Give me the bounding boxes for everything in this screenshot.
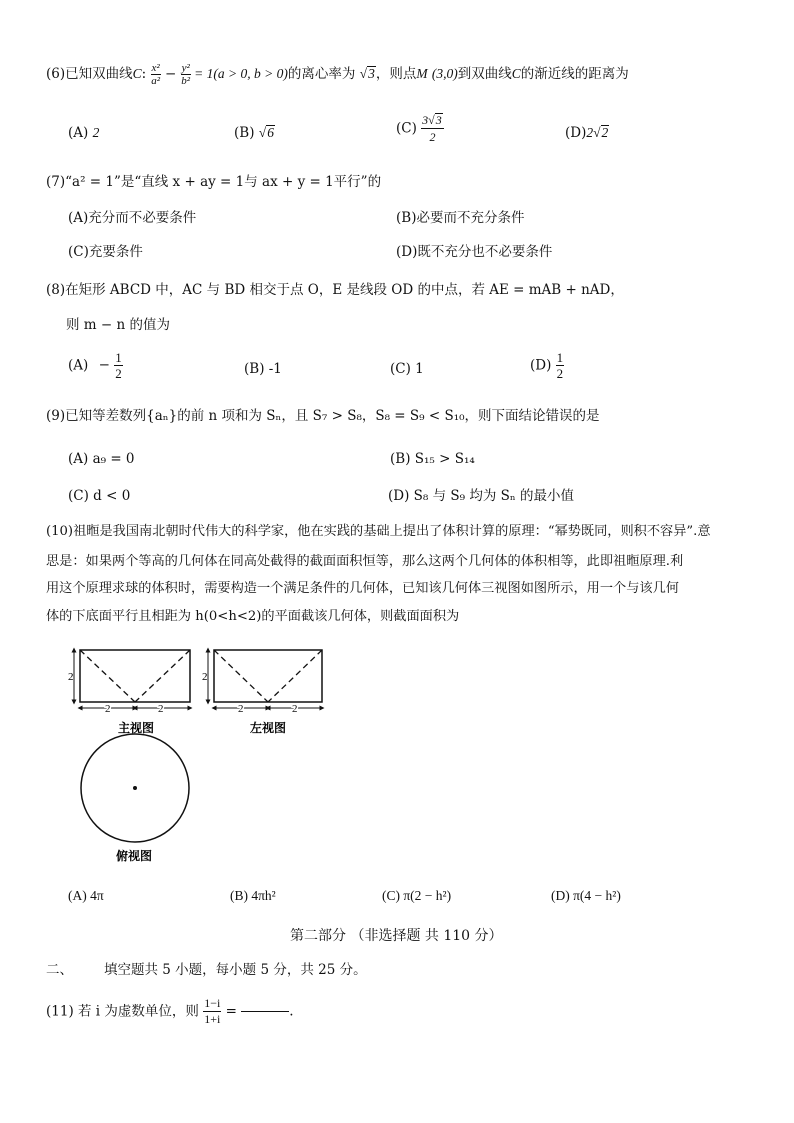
q10-stem-line3: 用这个原理求球的体积时，需要构造一个满足条件的几何体，已知该几何体三视图如图所示，用一个与该几何 — [46, 581, 679, 596]
q6-frac-y-num: y² — [181, 62, 190, 74]
q6-frac-y-den: b² — [181, 75, 191, 87]
q6-text-a: 已知双曲线 — [65, 66, 133, 82]
q6-option-a-value: 2 — [92, 125, 100, 140]
q10-stem-line4: 体的下底面平行且相距为 h(0<h<2)的平面截该几何体，则截面面积为 — [46, 609, 460, 624]
q8-option-a — [68, 350, 123, 381]
q6-text-c: ，则点 — [375, 66, 417, 82]
q9-option-a: (A) a₉ = 0 — [68, 451, 135, 467]
side-view-rectangle — [214, 650, 322, 702]
q8-option-a-label: (A) — [68, 357, 89, 374]
q6-point-M: M — [416, 66, 428, 81]
q6-option-a-label: (A) — [68, 125, 89, 141]
q8-option-a-frac — [114, 350, 123, 381]
q6-option-c-den: 2 — [429, 130, 436, 144]
q6-option-c-num: 3 — [422, 113, 429, 127]
q6-equation: = 1(a > 0, b > 0) — [190, 66, 288, 81]
q6-option-c — [396, 112, 444, 145]
q7-option-b: (B)必要而不充分条件 — [396, 210, 525, 226]
q11-answer-blank[interactable] — [241, 1011, 289, 1012]
q6-point-M-coord: (3,0) — [431, 66, 458, 81]
q6-option-c-frac: $\frac{3√3}{2}$ — [422, 113, 442, 144]
q11-text: (11) 若 i 为虚数单位，则 — [46, 1003, 199, 1020]
q10-option-a: (A) 4π — [68, 888, 104, 903]
q6-option-d-label: (D) — [565, 125, 587, 141]
q8-option-d-label: (D) — [530, 357, 552, 374]
q6-frac-x-den: a² — [151, 75, 160, 87]
q6-var-C2: C — [511, 66, 521, 81]
side-view — [202, 650, 322, 735]
q6-text-e: 的渐近线的距离为 — [520, 66, 629, 82]
q6-option-d: (D)2√2 — [565, 125, 609, 141]
q6-option-a — [68, 125, 99, 141]
q6-option-b-label: (B) — [234, 125, 255, 141]
top-view-center-dot — [133, 786, 137, 790]
q6-option-c-root: 3 — [435, 113, 442, 127]
q7-option-a: (A)充分而不必要条件 — [68, 210, 197, 226]
side-view-dashed-left — [214, 650, 268, 702]
q11-fraction-den: 1+i — [204, 1012, 221, 1026]
front-view — [68, 650, 190, 735]
q7-stem: (7)“a² = 1”是“直线 x + ay = 1与 ax + y = 1平行”的 — [46, 174, 382, 190]
q10-option-d: (D) π(4 − h²) — [551, 888, 621, 903]
section-number: 二、 — [46, 962, 73, 978]
q7-option-c: (C)充要条件 — [68, 244, 143, 260]
q6-option-b-value: 6 — [267, 125, 274, 140]
front-view-dashed-right — [135, 650, 190, 702]
q11-fraction — [203, 996, 221, 1027]
q6-option-d-pre: 2 — [586, 125, 594, 140]
q9-option-c: (C) d < 0 — [68, 488, 131, 504]
q8-option-d-frac — [556, 350, 565, 381]
q8-stem: (8)在矩形 ABCD 中，AC 与 BD 相交于点 O，E 是线段 OD 的中点，若 AE = mAB + nAD， — [46, 282, 624, 298]
q8-option-a-sign: − — [98, 357, 110, 374]
q8-option-b: (B) -1 — [244, 361, 282, 377]
q6-stem: (6)已知双曲线C: $\frac{\text{x²}}{\text{a²}}$ − $\frac{\text{y²}}{\text{b²}}$ = 1(a > 0, b > 0)的离心率为 √3，则点M (3,0)到双曲线C的渐近线的距离为 — [46, 62, 629, 87]
side-view-dashed-right — [268, 650, 322, 702]
q10-option-c: (C) π(2 − h²) — [382, 888, 452, 903]
top-view — [81, 734, 189, 863]
q8-option-d — [530, 350, 564, 381]
front-view-width-label-right: 2 — [158, 703, 164, 715]
front-view-width-label-left: 2 — [105, 703, 111, 715]
q6-option-c-label: (C) — [396, 120, 417, 137]
q10-option-b: (B) 4πh² — [230, 888, 276, 903]
q8-option-a-num: 1 — [115, 350, 122, 365]
q6-text-b: 的离心率为 — [287, 66, 356, 82]
three-view-figure — [66, 640, 336, 870]
front-view-dashed-left — [80, 650, 135, 702]
q10-stem-line2: 思是：如果两个等高的几何体在同高处截得的截面面积恒等，那么这两个几何体的体积相等，此即祖暅原理.利 — [46, 554, 684, 569]
q11-period: . — [289, 1003, 294, 1020]
q6-option-d-root: 2 — [601, 125, 609, 140]
q10-stem-line1: (10)祖暅是我国南北朝时代伟大的科学家，他在实践的基础上提出了体积计算的原理：“幂势既同，则积不容异”.意 — [46, 524, 711, 539]
side-view-width-label-left: 2 — [238, 703, 244, 715]
q11-stem — [46, 996, 294, 1027]
q11-fraction-num: 1−i — [204, 996, 221, 1010]
section-instructions: 填空题共 5 小题，每小题 5 分，共 25 分。 — [104, 962, 367, 978]
front-view-label: 主视图 — [118, 721, 155, 735]
side-view-label: 左视图 — [250, 721, 287, 735]
q6-colon: : — [141, 66, 147, 82]
side-view-height-label: 2 — [202, 671, 208, 683]
q9-stem: (9)已知等差数列{aₙ}的前 n 项和为 Sₙ，且 S₇ > S₈，S₈ = S₉ < S₁₀，则下面结论错误的是 — [46, 408, 600, 424]
q9-option-b: (B) S₁₅ > S₁₄ — [390, 451, 475, 467]
q6-text-d: 到双曲线 — [457, 66, 512, 82]
q6-frac-y — [181, 62, 191, 87]
q7-option-d: (D)既不充分也不必要条件 — [396, 244, 553, 260]
front-view-height-label: 2 — [68, 671, 74, 683]
q8-option-a-den: 2 — [115, 366, 122, 381]
q9-option-d: (D) S₈ 与 S₉ 均为 Sₙ 的最小值 — [388, 488, 575, 504]
front-view-rectangle — [80, 650, 190, 702]
q8-option-d-den: 2 — [556, 366, 564, 381]
q8-option-c: (C) 1 — [390, 361, 424, 377]
side-view-width-label-right: 2 — [292, 703, 298, 715]
part2-heading: 第二部分 （非选择题 共 110 分） — [290, 928, 503, 944]
top-view-label: 俯视图 — [116, 849, 153, 863]
q11-equals: = — [225, 1003, 237, 1020]
q6-eccentricity: 3 — [368, 66, 375, 81]
q6-frac-x-num: x² — [151, 62, 160, 74]
q6-frac-x — [151, 62, 161, 87]
q6-number: (6) — [46, 66, 66, 82]
q6-option-b: (B) √6 — [234, 125, 274, 141]
q6-var-C: C — [132, 66, 142, 81]
q8-option-d-num: 1 — [556, 350, 564, 365]
q8-stem-line2: 则 m − n 的值为 — [66, 317, 170, 333]
